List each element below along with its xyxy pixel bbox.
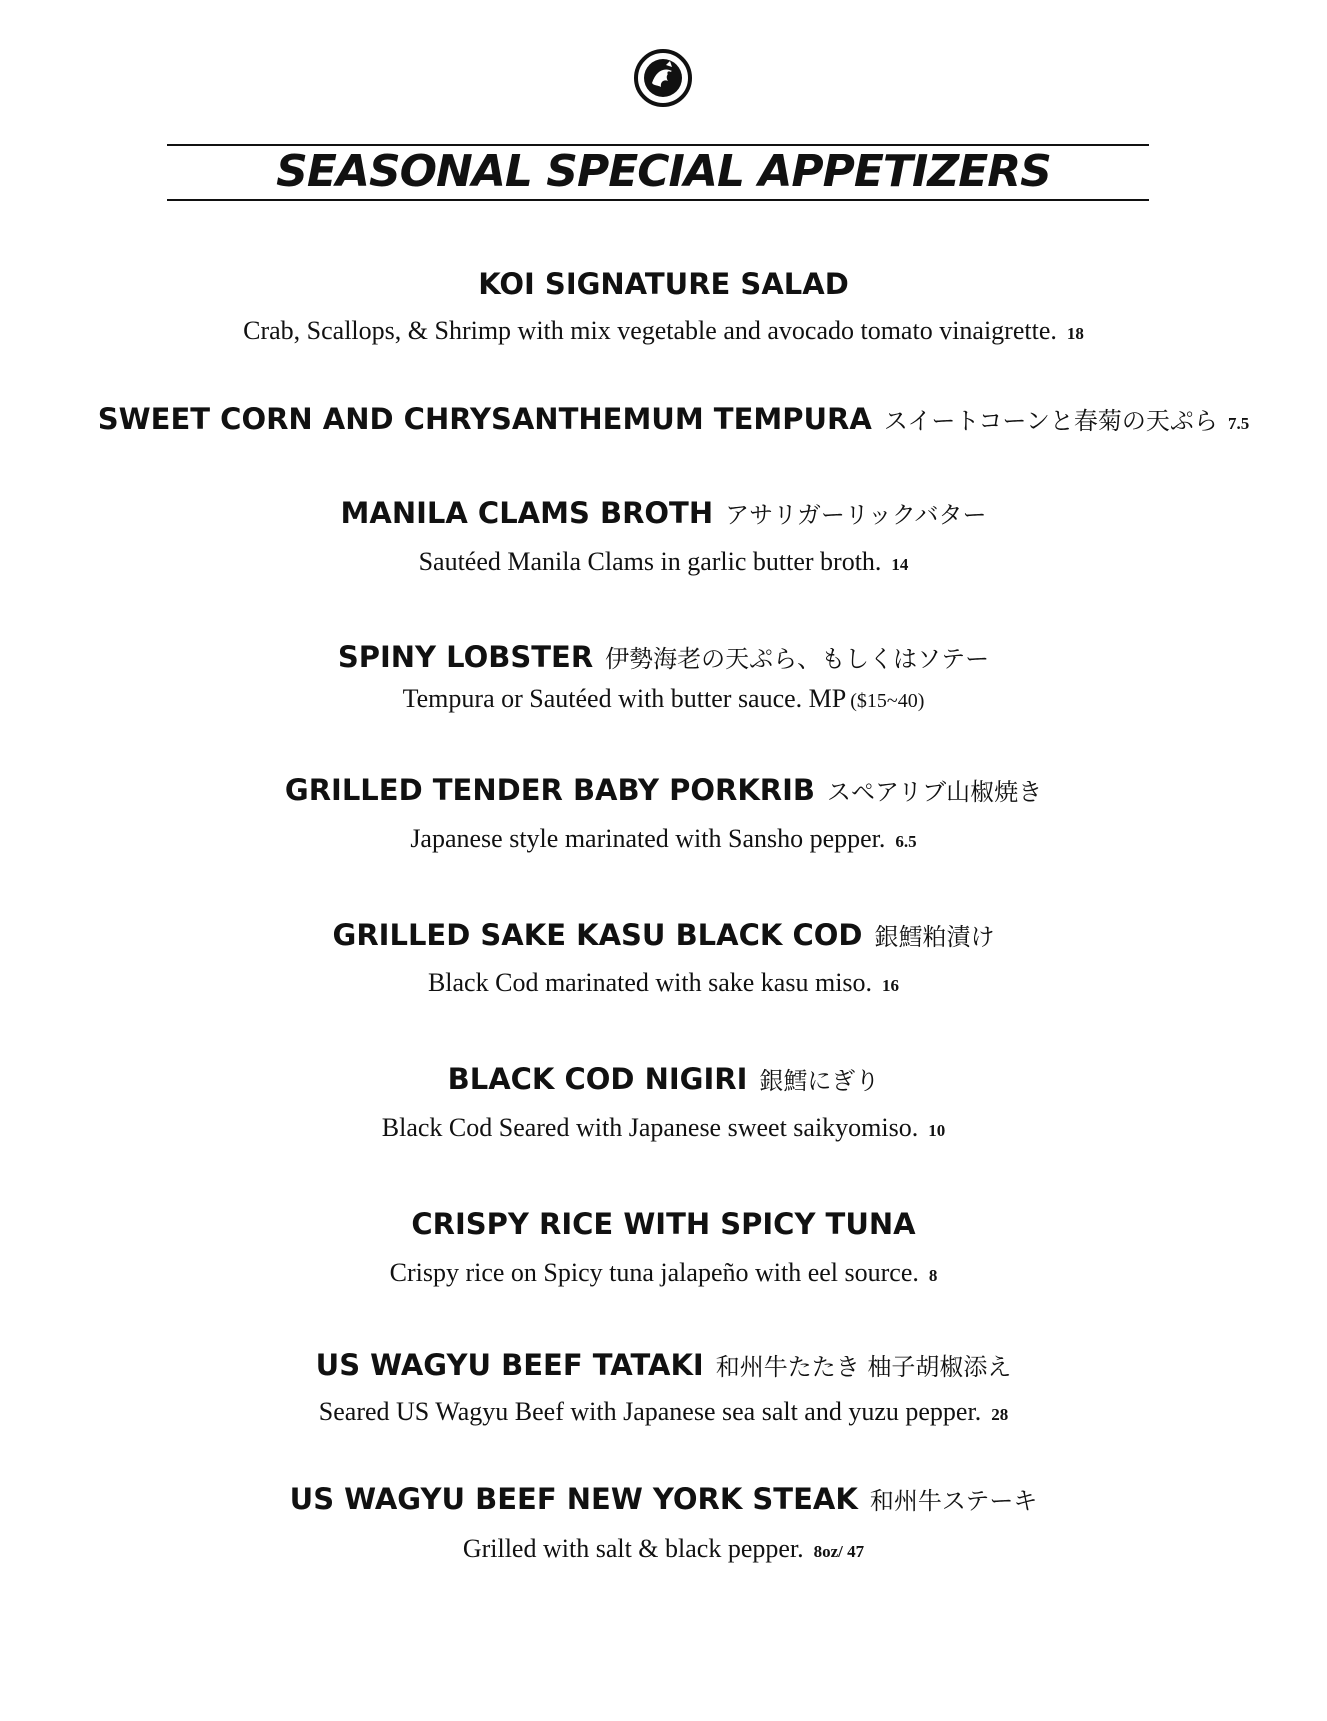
menu-item-japanese-name: 銀鱈粕漬け bbox=[874, 923, 995, 951]
menu-item-description: Japanese style marinated with Sansho pepper. 6.5 bbox=[410, 824, 917, 853]
menu-item-japanese-name: 和州牛ステーキ bbox=[869, 1487, 1038, 1515]
menu-item-price: 10 bbox=[928, 1121, 946, 1140]
menu-item-price: 8oz/ 47 bbox=[813, 1542, 865, 1561]
menu-item-japanese-name: 伊勢海老の天ぷら、もしくはソテー bbox=[605, 645, 990, 673]
menu-item-name: CRISPY RICE WITH SPICY TUNA bbox=[411, 1207, 916, 1241]
restaurant-logo-icon bbox=[634, 49, 692, 107]
page-title: SEASONAL SPECIAL APPETIZERS bbox=[276, 146, 1051, 197]
menu-item-price: ($15~40) bbox=[850, 690, 925, 712]
menu-item-japanese-name: アサリガーリックバター bbox=[725, 501, 987, 529]
menu-item-name: KOI SIGNATURE SALAD bbox=[478, 267, 849, 301]
menu-item-name: GRILLED SAKE KASU BLACK COD 銀鱈粕漬け bbox=[332, 918, 995, 952]
menu-item-description: Seared US Wagyu Beef with Japanese sea salt and yuzu pepper. 28 bbox=[318, 1397, 1009, 1426]
menu-item-description: Tempura or Sautéed with butter sauce. MP ($15~40) bbox=[402, 684, 925, 713]
menu-item-description: Black Cod marinated with sake kasu miso. 16 bbox=[427, 968, 900, 997]
title-bottom-rule bbox=[167, 199, 1149, 201]
menu-item-name: GRILLED TENDER BABY PORKRIB スペアリブ山椒焼き bbox=[284, 773, 1043, 807]
menu-item-name: US WAGYU BEEF NEW YORK STEAK 和州牛ステーキ bbox=[289, 1482, 1038, 1516]
menu-item-japanese-name: スイートコーンと春菊の天ぷら bbox=[883, 407, 1218, 435]
menu-item-price: 14 bbox=[891, 555, 909, 574]
menu-item-name: SPINY LOBSTER 伊勢海老の天ぷら、もしくはソテー bbox=[337, 640, 990, 674]
menu-item-name: SWEET CORN AND CHRYSANTHEMUM TEMPURA スイートコーンと春菊の天ぷら 7.5 bbox=[97, 402, 1250, 436]
menu-item-name: US WAGYU BEEF TATAKI 和州牛たたき 柚子胡椒添え bbox=[315, 1348, 1012, 1382]
menu-item-japanese-name: 銀鱈にぎり bbox=[759, 1067, 880, 1095]
menu-item-description: Crab, Scallops, & Shrimp with mix vegetable and avocado tomato vinaigrette. 18 bbox=[243, 316, 1084, 345]
menu-item-description: Sautéed Manila Clams in garlic butter broth. 14 bbox=[418, 547, 909, 576]
menu-item-japanese-name: 和州牛たたき 柚子胡椒添え bbox=[715, 1353, 1012, 1381]
menu-item-description: Crispy rice on Spicy tuna jalapeño with eel source. 8 bbox=[389, 1258, 938, 1287]
menu-item-name: BLACK COD NIGIRI 銀鱈にぎり bbox=[447, 1062, 880, 1096]
menu-item-description: Grilled with salt & black pepper. 8oz/ 47 bbox=[462, 1534, 865, 1563]
menu-item-price: 7.5 bbox=[1227, 414, 1250, 433]
menu-item-price: 6.5 bbox=[895, 832, 917, 851]
menu-item-japanese-name: スペアリブ山椒焼き bbox=[827, 778, 1043, 806]
menu-item-description: Black Cod Seared with Japanese sweet saikyomiso. 10 bbox=[381, 1113, 946, 1142]
menu-item-price: 16 bbox=[882, 976, 900, 995]
menu-item-price: 28 bbox=[991, 1405, 1009, 1424]
menu-item-price: 8 bbox=[928, 1266, 938, 1285]
menu-item-price: 18 bbox=[1066, 324, 1084, 343]
menu-item-name: MANILA CLAMS BROTH アサリガーリックバター bbox=[340, 496, 987, 530]
